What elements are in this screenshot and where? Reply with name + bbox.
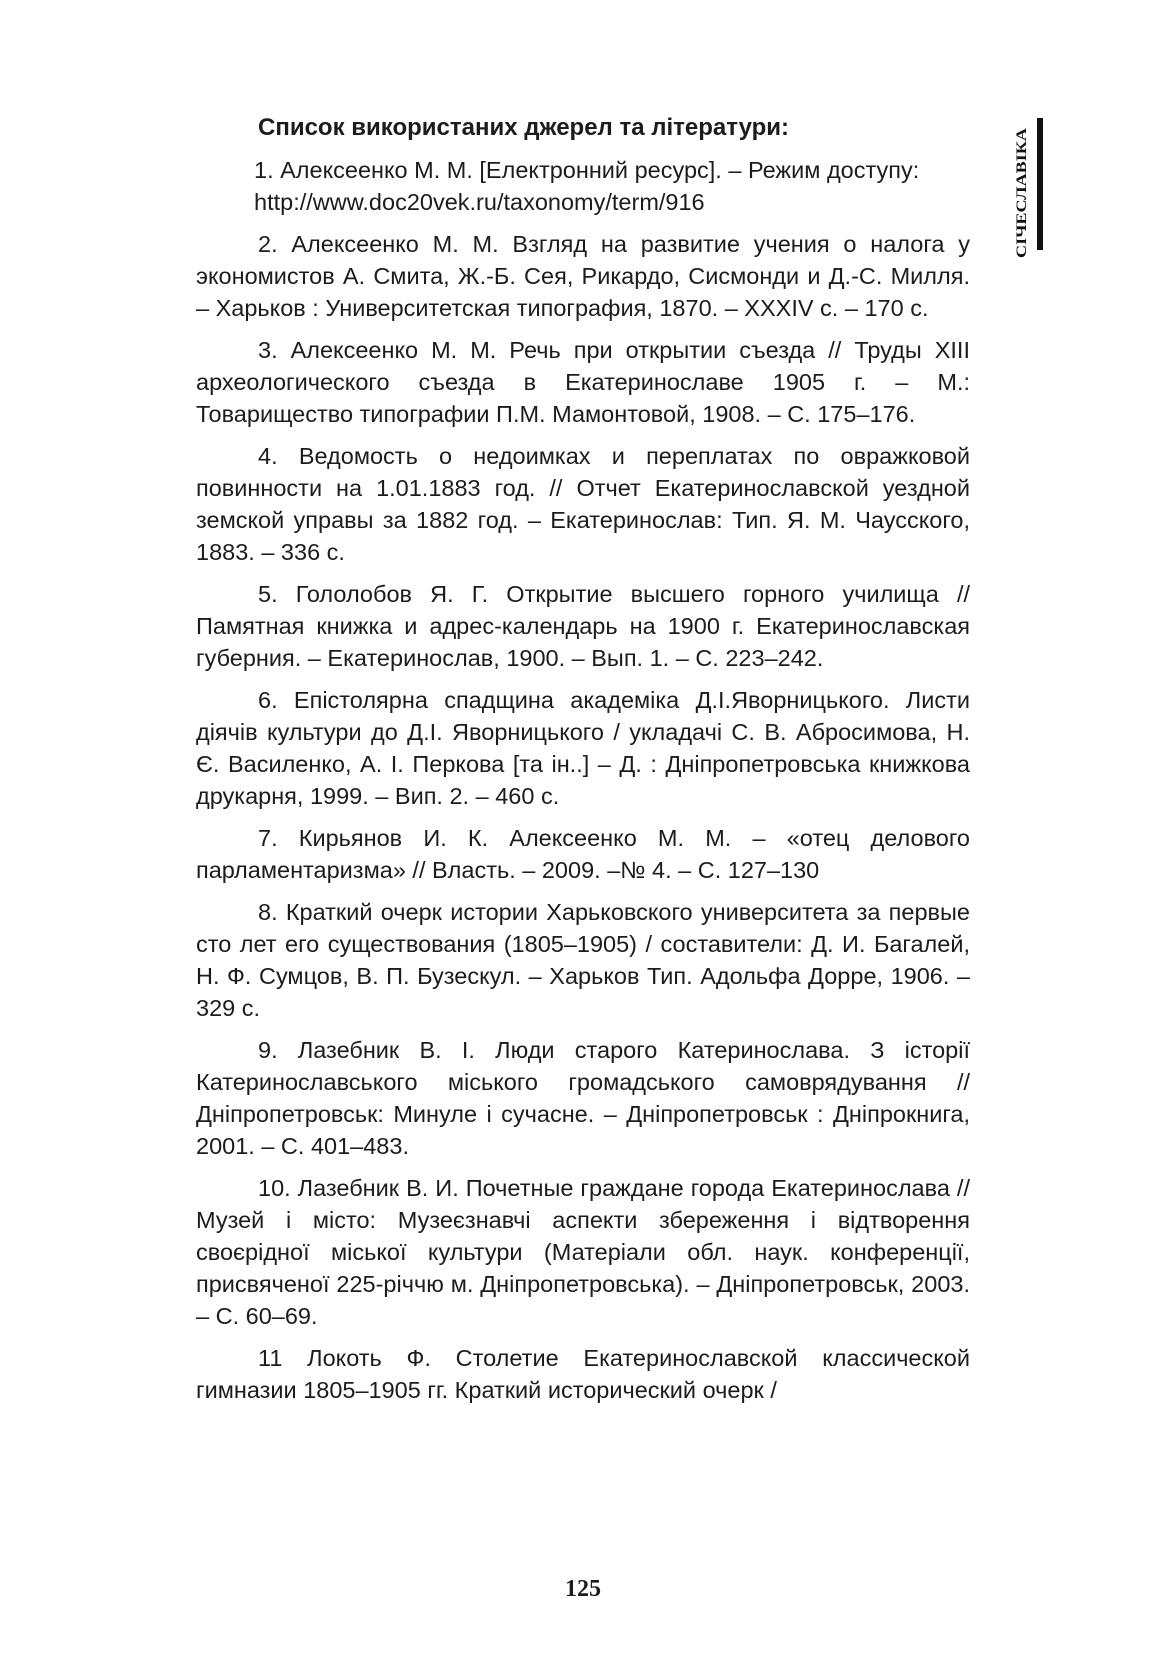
running-header-logo-text: СІЧЕСЛАВІКА: [1014, 150, 1030, 258]
reference-entry-2: 2. Алексеенко М. М. Взгляд на развитие учения о налога у экономистов А. Смита, Ж.-Б. Сея, Рикардо, Сисмонди и Д.-С. Милля. – Харьков : Университетская типография, 1870. – XXXIV с. – 170 с.: [196, 231, 970, 321]
reference-entry-9: 9. Лазебник В. І. Люди старого Катеринослава. З історії Катеринославського міського громадського самоврядування // Дніпропетровськ: Минуле і сучасне. – Дніпропетровськ : Дніпрокнига, 2001. – С. 401–483.: [196, 1037, 970, 1159]
page-number: 125: [565, 1576, 601, 1602]
reference-entry-3: 3. Алексеенко М. М. Речь при открытии съезда // Труды XIII археологического съезда в Екатеринославе 1905 г. – М.: Товарищество типографии П.М. Мамонтовой, 1908. – С. 175–176.: [196, 337, 970, 427]
references-heading: Список використаних джерел та літератури:: [258, 114, 790, 141]
reference-list: [196, 112, 970, 1416]
reference-entry-10: 10. Лазебник В. И. Почетные граждане города Екатеринослава // Музей і місто: Музеєзнавчі аспекти збереження і відтворення своєрідної міської культури (Матеріали обл. наук. конференції, присвяченої 225-річчю м. Дніпропетровська). – Дніпропетровськ, 2003. – С. 60–69.: [196, 1175, 970, 1329]
reference-entry-8: 8. Краткий очерк истории Харьковского университета за первые сто лет его существования (1805–1905) / составители: Д. И. Багалей, Н. Ф. Сумцов, В. П. Бузескул. – Харьков Тип. Адольфа Дорре, 1906. – 329 с.: [196, 899, 970, 1021]
running-header-logo: [1006, 118, 1046, 268]
reference-entry-7: 7. Кирьянов И. К. Алексеенко М. М. – «отец делового парламентаризма» // Власть. – 2009. –№ 4. – С. 127–130: [196, 825, 970, 883]
reference-entry-6: 6. Епістолярна спадщина академіка Д.І.Яворницького. Листи діячів культури до Д.І. Яворницького / укладачі С. В. Абросимова, Н. Є. Василенко, А. І. Перкова [та ін..] – Д. : Дніпропетровська книжкова друкарня, 1999. – Вип. 2. – 460 с.: [196, 687, 970, 809]
reference-entry-1: 1. Алексеенко М. М. [Електронний ресурс]. – Режим доступу: http://www.doc20vek.ru/taxonomy/term/916: [254, 157, 920, 215]
reference-entry-11: 11 Локоть Ф. Столетие Екатеринославской классической гимназии 1805–1905 гг. Краткий исторический очерк /: [196, 1345, 970, 1403]
reference-entry-4: 4. Ведомость о недоимках и переплатах по овражковой повинности на 1.01.1883 год. // Отчет Екатеринославской уездной земской управы за 1882 год. – Екатеринослав: Тип. Я. М. Чаусского, 1883. – 336 с.: [196, 443, 970, 565]
reference-entry-5: 5. Гололобов Я. Г. Открытие высшего горного училища // Памятная книжка и адрес-календарь на 1900 г. Екатеринославская губерния. – Екатеринослав, 1900. – Вып. 1. – С. 223–242.: [196, 581, 970, 671]
running-header-bar: [1037, 118, 1043, 250]
